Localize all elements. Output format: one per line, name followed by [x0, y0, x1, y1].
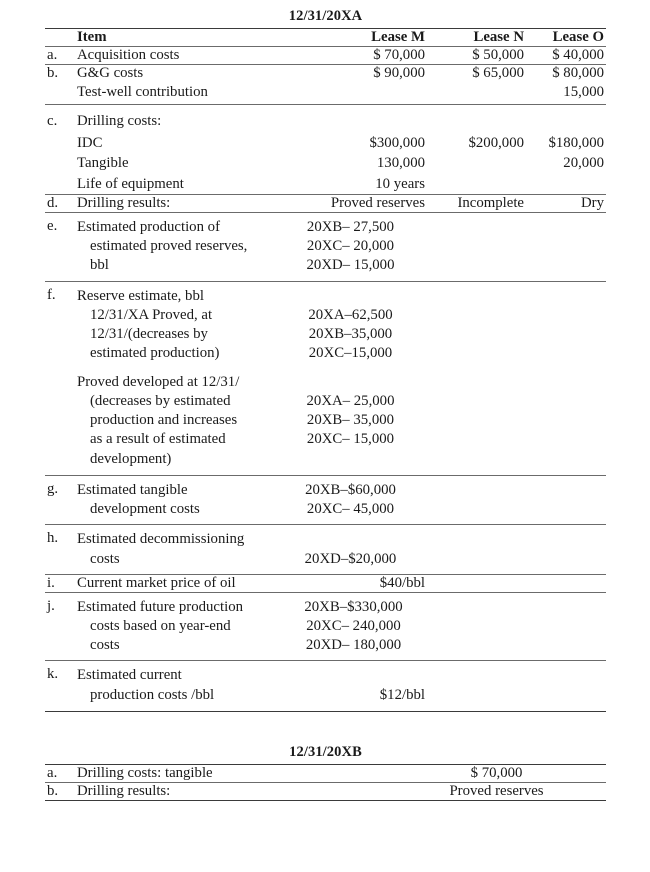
value-line: 20XB– 35,000 [306, 412, 395, 429]
row-item-lines [77, 475, 280, 524]
table-subrow [45, 174, 606, 195]
row-value-n [435, 525, 530, 574]
row-letter: f. [45, 281, 77, 475]
detail-label: IDC [77, 134, 103, 151]
row-item-lines [77, 592, 280, 661]
row-letter: a. [45, 47, 77, 65]
row-value-lines [280, 475, 435, 524]
row-letter: k. [45, 661, 77, 711]
detail-value-n: $200,000 [468, 134, 524, 151]
item-line: production costs /bbl [90, 686, 215, 703]
item-line: 12/31/XA Proved, at [90, 306, 213, 323]
row-item: Drilling results: [77, 783, 387, 801]
detail-value-n [435, 174, 530, 195]
block-gap [77, 364, 280, 373]
detail-label: Tangible [77, 155, 129, 172]
row-value-o: Dry [530, 194, 606, 212]
detail-value-o: $180,000 [548, 134, 604, 151]
item-line: costs based on year-end [90, 617, 231, 634]
value-line [280, 287, 421, 306]
item-line: Estimated production of [77, 218, 221, 235]
table-row [45, 194, 606, 212]
table-row [45, 475, 606, 524]
detail-value-m: 10 years [280, 174, 435, 195]
col-head-lease-m: Lease M [280, 29, 435, 47]
table-subrow [45, 82, 606, 104]
row-value-o [530, 661, 606, 711]
row-value-lines [280, 525, 435, 574]
value-line: 20XC– 240,000 [306, 617, 401, 634]
row-item: Drilling costs: [77, 112, 162, 129]
row-item-lines [77, 525, 280, 574]
row-value-m: $40/bbl [280, 574, 435, 592]
row-value-o [530, 104, 606, 132]
row-value-n [435, 212, 530, 281]
row-letter: b. [45, 783, 77, 801]
row-letter: i. [45, 574, 77, 592]
value-line: 20XC– 15,000 [306, 431, 395, 448]
detail-value-m: $300,000 [369, 134, 425, 151]
row-value-o [530, 525, 606, 574]
row-letter: e. [45, 212, 77, 281]
value-line: $12/bbl [379, 686, 425, 703]
value-line: 20XB–$60,000 [305, 481, 396, 498]
row-value-m: Proved reserves [280, 194, 435, 212]
row-value-n: $ 50,000 [435, 47, 530, 65]
table-a-grid [45, 28, 606, 712]
row-letter-blank [45, 174, 77, 195]
row-value-o: $ 40,000 [530, 47, 606, 65]
table-a-title: 12/31/20XA [288, 8, 363, 24]
row-value: $ 70,000 [387, 765, 606, 783]
item-line: development costs [90, 501, 200, 518]
item-line: estimated production) [90, 345, 220, 362]
row-item: G&G costs [77, 65, 144, 82]
item-line: costs [90, 550, 120, 567]
row-item: Drilling results: [77, 194, 280, 212]
table-row [45, 281, 606, 475]
value-line [280, 666, 425, 685]
row-item: Acquisition costs [77, 47, 280, 65]
row-letter: j. [45, 592, 77, 661]
row-letter: h. [45, 525, 77, 574]
value-line: 20XA– 25,000 [306, 392, 395, 409]
row-value-o [530, 592, 606, 661]
value-line: 20XC– 45,000 [306, 501, 395, 518]
row-letter-blank [45, 133, 77, 153]
row-item: Drilling costs: tangible [77, 765, 387, 783]
row-value-o [530, 574, 606, 592]
row-value-n [435, 592, 530, 661]
row-value-o [530, 475, 606, 524]
value-line [280, 373, 421, 392]
value-line: 20XB–35,000 [308, 326, 393, 343]
table-b-grid [45, 764, 606, 801]
table-row [45, 765, 606, 783]
value-line: 20XB– 27,500 [306, 218, 395, 235]
row-value-lines [280, 661, 435, 711]
row-letter-blank [45, 82, 77, 104]
detail-value-n [435, 153, 530, 173]
detail-value-m: 130,000 [376, 155, 425, 172]
table-subrow [45, 133, 606, 153]
item-line: Estimated tangible [77, 481, 188, 498]
row-value-n [435, 661, 530, 711]
table-row [45, 65, 606, 83]
col-head-lease-n: Lease N [435, 29, 530, 47]
row-subitem: Test-well contribution [77, 82, 280, 104]
row-item-lines [77, 661, 280, 711]
item-line: bbl [90, 257, 109, 274]
row-value-o: $ 80,000 [552, 65, 604, 82]
value-line: 20XA–62,500 [308, 306, 393, 323]
row-value-n [435, 574, 530, 592]
row-value-lines [280, 281, 435, 475]
row-value-o [530, 212, 606, 281]
value-line: 20XD– 15,000 [306, 257, 395, 274]
table-b-title: 12/31/20XB [289, 744, 362, 760]
row-letter: g. [45, 475, 77, 524]
table-row [45, 661, 606, 711]
item-line: Reserve estimate, bbl [77, 287, 204, 304]
row-value-m: $ 70,000 [280, 47, 435, 65]
row-item-lines [77, 212, 280, 281]
row-letter: a. [45, 765, 77, 783]
table-row [45, 592, 606, 661]
table-12-31-20XB [45, 744, 606, 801]
row-value-n [435, 281, 530, 475]
item-line: Estimated future production [77, 598, 244, 615]
row-value-m: $ 90,000 [373, 65, 425, 82]
detail-value-o [530, 174, 606, 195]
row-value-n: Incomplete [435, 194, 530, 212]
item-line: as a result of estimated [90, 431, 226, 448]
value-line: 20XC– 20,000 [306, 238, 395, 255]
row-letter: c. [47, 112, 58, 129]
row-subvalue-m [280, 82, 435, 104]
value-line: 20XD– 180,000 [305, 637, 402, 654]
table-row [45, 525, 606, 574]
row-letter: d. [45, 194, 77, 212]
row-subvalue-o: 15,000 [530, 82, 606, 104]
row-value-o [530, 281, 606, 475]
row-item: Current market price of oil [77, 574, 280, 592]
item-line: Estimated decommissioning [77, 531, 245, 548]
item-line: costs [90, 637, 120, 654]
row-subvalue-n [435, 82, 530, 104]
item-line: (decreases by estimated [90, 392, 231, 409]
item-line: production and increases [90, 412, 238, 429]
value-line: 20XC–15,000 [308, 345, 393, 362]
item-line: estimated proved reserves, [90, 238, 248, 255]
row-value-lines [280, 592, 435, 661]
row-letter-blank [45, 153, 77, 173]
row-value-n: $ 65,000 [472, 65, 524, 82]
item-line: Estimated current [77, 667, 182, 684]
table-row [45, 47, 606, 65]
table-row [45, 212, 606, 281]
row-value: Proved reserves [387, 783, 606, 801]
row-item-lines [77, 281, 280, 475]
block-gap [280, 364, 421, 373]
value-line: 20XB–$330,000 [304, 598, 403, 615]
value-line [280, 530, 421, 549]
table-12-31-20XA [45, 8, 606, 712]
detail-value-o: 20,000 [563, 155, 604, 172]
row-value-lines [280, 212, 435, 281]
item-line: Proved developed at 12/31/ [77, 373, 240, 390]
item-line: development) [90, 450, 172, 467]
table-subrow [45, 153, 606, 173]
item-line: 12/31/(decreases by [90, 326, 208, 343]
table-row [45, 574, 606, 592]
col-head-lease-o: Lease O [530, 29, 606, 47]
value-line: 20XD–$20,000 [304, 550, 397, 567]
col-head-blank [45, 29, 77, 47]
table-row [45, 783, 606, 801]
table-a-header-row [45, 29, 606, 47]
table-row [45, 104, 606, 132]
row-value-m [280, 104, 435, 132]
row-letter: b. [47, 65, 59, 82]
row-value-n [435, 475, 530, 524]
col-head-item: Item [77, 29, 280, 47]
row-value-n [435, 104, 530, 132]
detail-label: Life of equipment [77, 174, 280, 195]
